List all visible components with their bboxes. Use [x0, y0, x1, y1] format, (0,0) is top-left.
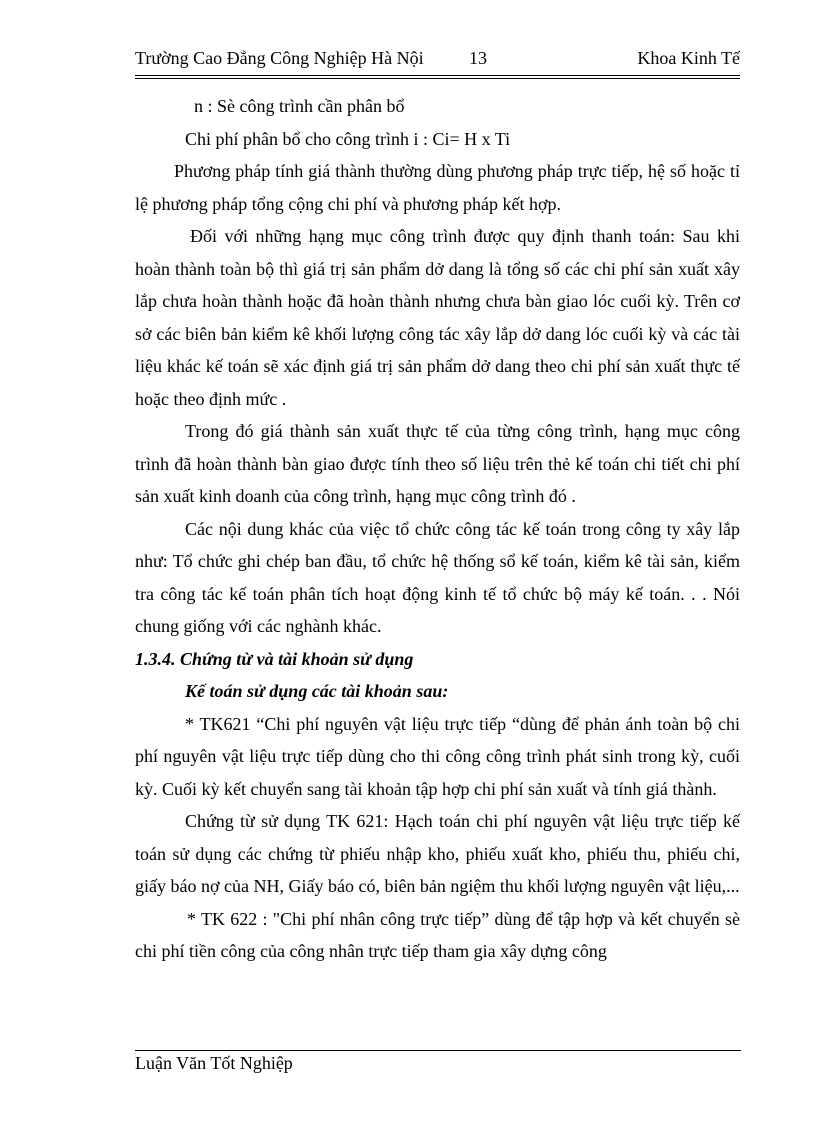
school-name: Trường Cao Đẳng Công Nghiệp Hà Nội: [135, 48, 424, 68]
paragraph: * TK621 “Chi phí nguyên vật liệu trực tiếp “dùng để phản ánh toàn bộ chi phí nguyên vật liệu trực tiếp dùng cho thi công công trình phát sinh trong kỳ, cuối kỳ. Cuối kỳ kết chuyển sang tài khoản tập hợp chi phí sản xuất và tính giá thành.: [135, 713, 740, 799]
paragraph: Các nội dung khác của việc tổ chức công tác kế toán trong công ty xây lắp như: Tổ chức ghi chép ban đầu, tổ chức hệ thống sổ kế toán, kiểm kê tài sản, kiểm tra công tác kế toán phân tích hoạt động kinh tế tổ chức bộ máy kế toán. . . Nói chung giống với các nghành khác.: [135, 518, 740, 636]
footer-rule: [135, 1050, 741, 1051]
paragraph: Đối với những hạng mục công trình được quy định thanh toán: Sau khi hoàn thành toàn bộ thì giá trị sản phẩm dở dang là tổng số các chi phí sản xuất xây lắp chưa hoàn thành hoặc đã hoàn thành nhưng chưa bàn giao lóc cuối kỳ. Trên cơ sở các biên bản kiểm kê khối lượng công tác xây lắp dở dang lóc cuối kỳ và các tài liệu khác kế toán sẽ xác định giá trị sản phẩm dở dang theo chi phí sản xuất thực tế hoặc theo định mức .: [135, 226, 740, 409]
section-heading: 1.3.4. Chứng từ và tài khoản sử dụng: [135, 648, 414, 669]
faculty-name: Khoa Kinh Tế: [637, 48, 740, 68]
header-rule-top: [135, 75, 740, 76]
page-header: [135, 48, 740, 76]
paragraph: n : Sè công trình cần phân bổ: [194, 96, 405, 116]
paragraph: Chi phí phân bổ cho công trình i : Ci= H x Ti: [185, 128, 511, 149]
paragraph: Chứng từ sử dụng TK 621: Hạch toán chi phí nguyên vật liệu trực tiếp kế toán sử dụng các chứng từ phiếu nhập kho, phiếu xuất kho, phiếu thu, phiếu chi, giấy báo nợ của NH, Giấy báo có, biên bản ngiệm thu khối lượng nguyên vật liệu,...: [135, 811, 740, 896]
paragraph: Phương pháp tính giá thành thường dùng phương pháp trực tiếp, hệ số hoặc tỉ lệ phương pháp tổng cộng chi phí và phương pháp kết hợp.: [135, 161, 740, 214]
paragraph: * TK 622 : "Chi phí nhân công trực tiếp” dùng để tập hợp và kết chuyển sè chi phí tiền công của công nhân trực tiếp tham gia xây dựng công: [135, 908, 740, 961]
paragraph: Trong đó giá thành sản xuất thực tế của từng công trình, hạng mục công trình đã hoàn thành bàn giao được tính theo số liệu trên thẻ kế toán chi tiết chi phí sản xuất kinh doanh của công trình, hạng mục công trình đó .: [135, 421, 740, 506]
subheading: Kế toán sử dụng các tài khoản sau:: [185, 681, 449, 701]
page-body: [135, 90, 740, 968]
header-rule-bottom: [135, 78, 740, 79]
page-number: 13: [469, 48, 487, 68]
footer-label: Luận Văn Tốt Nghiệp: [135, 1053, 293, 1073]
